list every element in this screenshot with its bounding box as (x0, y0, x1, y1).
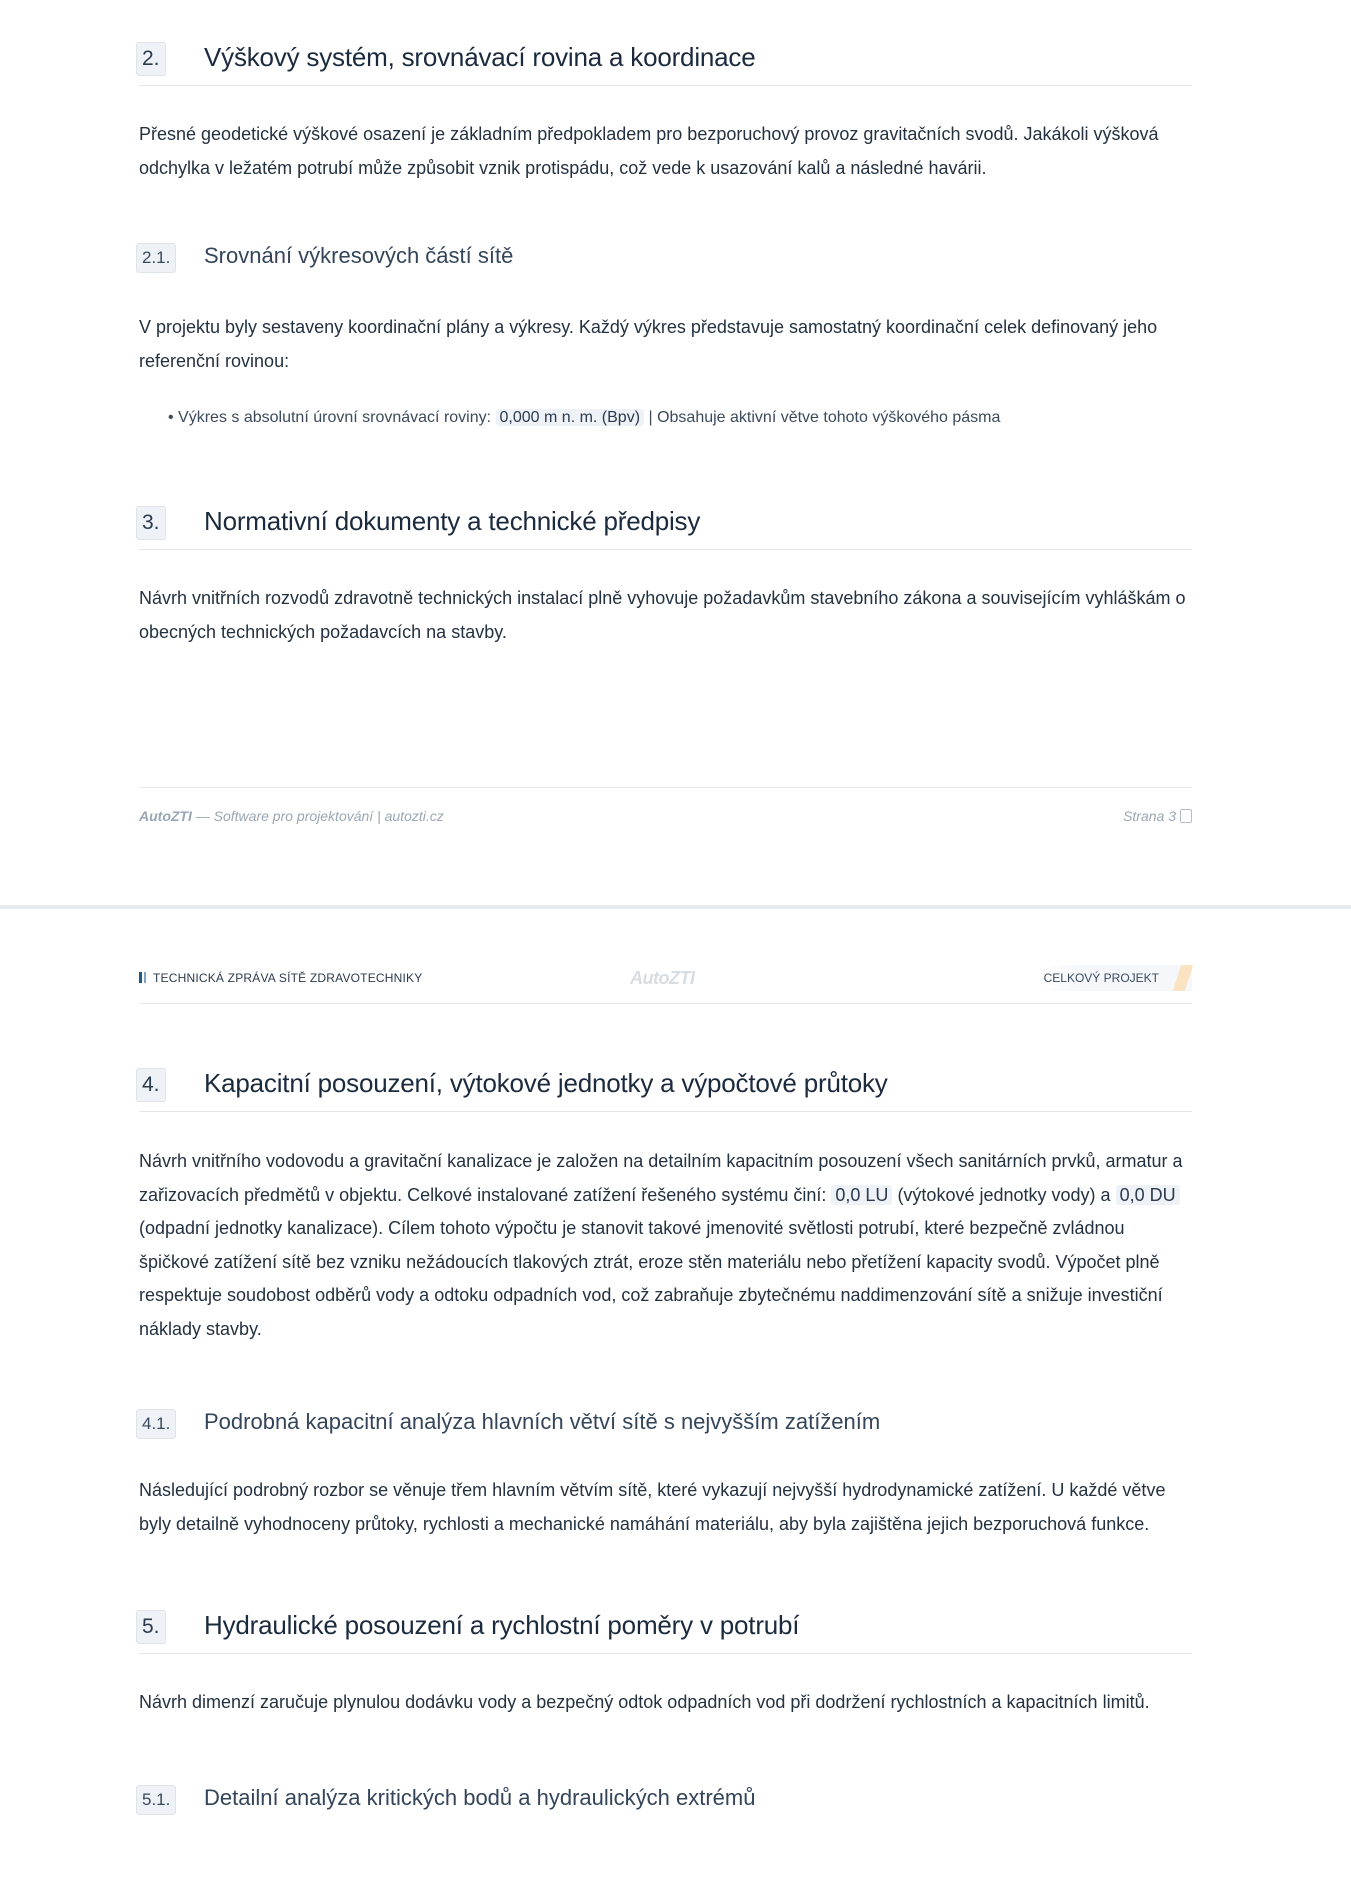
para-text-c: (odpadní jednotky kanalizace). Cílem tohoto výpočtu je stanovit takové jmenovité světlosti potrubí, které bezpečně zvládnou špičkové zatížení sítě bez vzniku nežádoucích tlakových ztrát, eroze stěn materiálu nebo přetížení kapacity svodů. Výpočet plně respektuje soudobost odběrů vody a odtoku odpadních vod, což zabraňuje zbytečnému naddimenzování sítě a snižuje investiční náklady stavby. (139, 1218, 1163, 1339)
header-title (139, 971, 422, 985)
section-title: Hydraulické posouzení a rychlostní poměry v potrubí (204, 1610, 800, 1640)
subsection-5-1-heading (139, 1783, 1192, 1817)
footer-tagline: — Software pro projektování | autozti.cz (195, 808, 444, 824)
subsection-title: Detailní analýza kritických bodů a hydraulických extrémů (204, 1785, 756, 1810)
para-text-a: Návrh vnitřního vodovodu a gravitační kanalizace je založen na detailním kapacitním posouzení všech sanitárních prvků, armatur a zařizovacích předmětů v objektu. Celkové instalované zatížení řešeného systému činí: (139, 1151, 1183, 1205)
section-3-heading (139, 504, 1192, 550)
subsection-title: Podrobná kapacitní analýza hlavních větví sítě s nejvyšším zatížením (204, 1409, 881, 1434)
reference-level-value: 0,000 m n. m. (Bpv) (496, 409, 645, 426)
subsection-number: 4.1. (136, 1409, 176, 1439)
section-2-paragraph: Přesné geodetické výškové osazení je základním předpokladem pro bezporuchový provoz gravitačních svodů. Jakákoli výšková odchylka v ležatém potrubí může způsobit vznik protispádu, což vede k usazování kalů a následné havárii. (139, 124, 1159, 178)
bullet-suffix: | Obsahuje aktivní větve tohoto výškového pásma (648, 409, 1001, 426)
section-4-paragraph (139, 1145, 1199, 1346)
header-title-text: TECHNICKÁ ZPRÁVA SÍTĚ ZDRAVOTECHNIKY (153, 971, 423, 985)
section-title: Normativní dokumenty a technické předpisy (204, 506, 701, 536)
subsection-number: 2.1. (136, 243, 176, 273)
subsection-title: Srovnání výkresových částí sítě (204, 243, 514, 268)
du-value: 0,0 DU (1116, 1185, 1180, 1205)
footer-page-number (1123, 808, 1192, 824)
footer-divider (139, 787, 1192, 788)
subsection-2-1-heading (139, 241, 1192, 275)
report-page-4 (0, 909, 1351, 1888)
subsection-number: 5.1. (136, 1785, 176, 1815)
report-page-3 (0, 0, 1351, 905)
section-4-heading (139, 1066, 1192, 1112)
section-5-paragraph: Návrh dimenzí zaručuje plynulou dodávku vody a bezpečný odtok odpadních vod při dodržení rychlostních a kapacitních limitů. (139, 1692, 1150, 1712)
footer-brand-name: AutoZTI (139, 808, 192, 824)
section-number: 2. (136, 42, 166, 76)
document-icon (1180, 809, 1192, 823)
bullet-text: • Výkres s absolutní úrovní srovnávací roviny: (168, 409, 492, 426)
section-title: Kapacitní posouzení, výtokové jednotky a výpočtové průtoky (204, 1068, 888, 1098)
project-scope-badge (1042, 965, 1192, 991)
section-2-heading (139, 40, 1192, 86)
para-text-b: (výtokové jednotky vody) a (897, 1184, 1111, 1205)
subsection-2-1-paragraph: V projektu byly sestaveny koordinační plány a výkresy. Každý výkres představuje samostatný koordinační celek definovaný jeho referenční rovinou: (139, 317, 1158, 371)
section-title: Výškový systém, srovnávací rovina a koordinace (204, 42, 756, 72)
section-5-heading (139, 1608, 1192, 1654)
header-accent-icon (139, 972, 142, 983)
section-number: 5. (136, 1610, 166, 1644)
subsection-4-1-heading (139, 1407, 1192, 1441)
section-number: 3. (136, 506, 166, 540)
page-label: Strana 3 (1123, 808, 1176, 824)
badge-label: CELKOVÝ PROJEKT (1043, 971, 1159, 985)
page-header (139, 962, 1192, 1004)
badge-stripe (1173, 965, 1193, 991)
header-accent-icon-2 (144, 972, 146, 983)
subsection-4-1-paragraph: Následující podrobný rozbor se věnuje třem hlavním větvím sítě, které vykazují nejvyšší hydrodynamické zatížení. U každé větve byly detailně vyhodnoceny průtoky, rychlosti a mechanické namáhání materiálu, aby byla zajištěna jejich bezporuchová funkce. (139, 1480, 1166, 1534)
header-logo: AutoZTI (630, 968, 695, 988)
drawing-list-item (168, 405, 1168, 431)
footer-brand (139, 808, 444, 824)
lu-value: 0,0 LU (831, 1185, 892, 1205)
section-number: 4. (136, 1068, 166, 1102)
section-3-paragraph: Návrh vnitřních rozvodů zdravotně technických instalací plně vyhovuje požadavkům stavebního zákona a souvisejícím vyhláškám o obecných technických požadavcích na stavby. (139, 588, 1186, 642)
